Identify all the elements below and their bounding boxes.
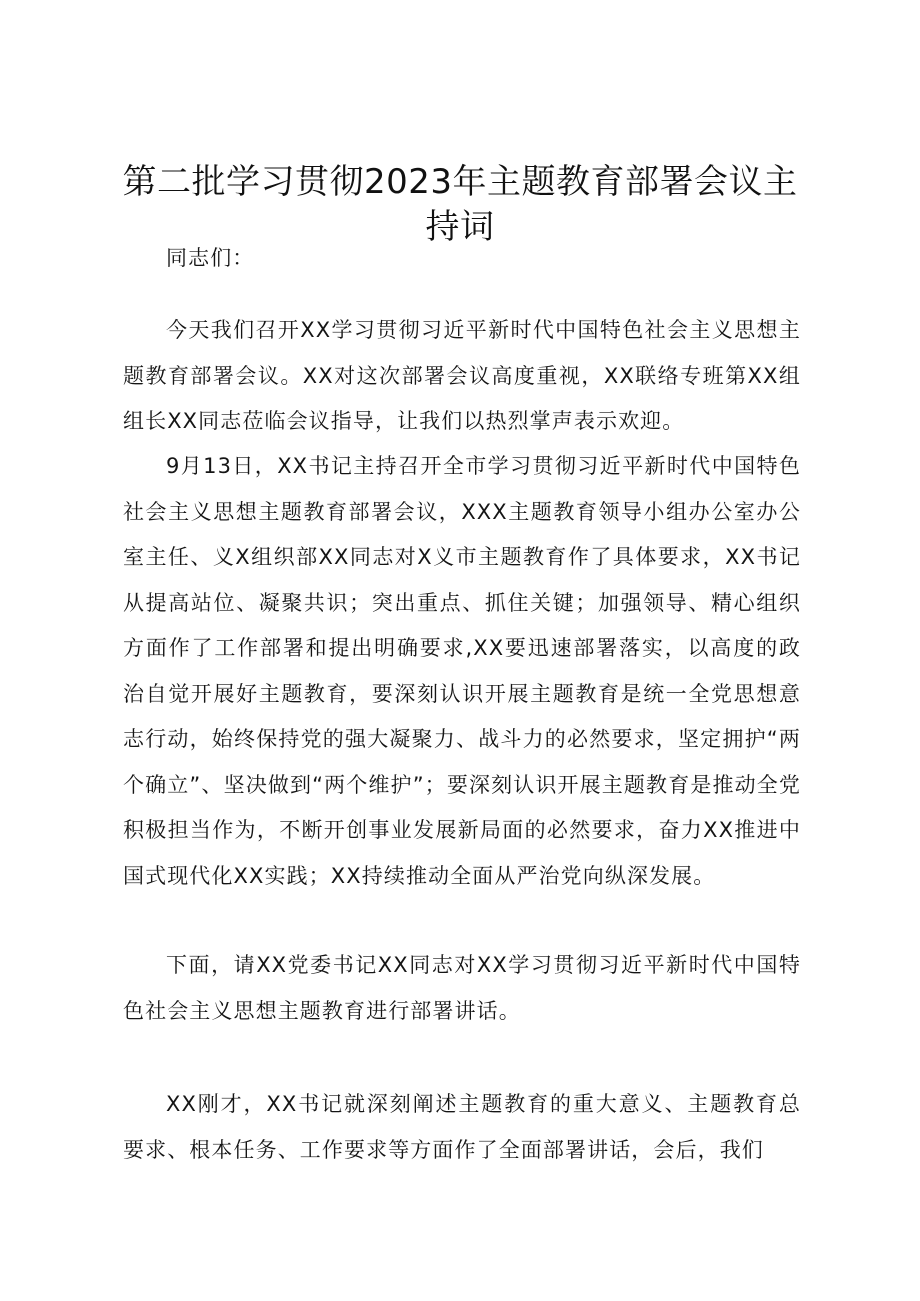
- paragraph-closing: XX刚才，XX书记就深刻阐述主题教育的重大意义、主题教育总要求、根本任务、工作要求等方面作了全面部署讲话，会后，我们: [123, 1092, 801, 1162]
- paragraph-meeting-summary: 9月13日，XX书记主持召开全市学习贯彻习近平新时代中国特色社会主义思想主题教育部署会议，XXX主题教育领导小组办公室办公室主任、义X组织部XX同志对X义市主题教育作了具体要求，XX书记从提高站位、凝聚共识；突出重点、抓住关键；加强领导、精心组织方面作了工作部署和提出明确要求,XX要迅速部署落实，以高度的政治自觉开展好主题教育，要深刻认识开展主题教育是统一全党思想意志行动，始终保持党的强大凝聚力、战斗力的必然要求，坚定拥护“两个确立”、坚决做到“两个维护”；要深刻认识开展主题教育是推动全党积极担当作为，不断开创事业发展新局面的必然要求，奋力XX推进中国式现代化XX实践；XX持续推动全面从严治党向纵深发展。: [123, 454, 801, 888]
- document-title: 第二批学习贯彻2023年主题教育部署会议主持词: [122, 162, 798, 247]
- paragraph-opening: 今天我们召开XX学习贯彻习近平新时代中国特色社会主义思想主题教育部署会议。XX对这次部署会议高度重视，XX联络专班第XX组组长XX同志莅临会议指导，让我们以热烈掌声表示欢迎。: [123, 318, 801, 433]
- salutation: 同志们：: [166, 246, 255, 270]
- paragraph-speech-invitation: 下面，请XX党委书记XX同志对XX学习贯彻习近平新时代中国特色社会主义思想主题教育进行部署讲话。: [123, 953, 801, 1023]
